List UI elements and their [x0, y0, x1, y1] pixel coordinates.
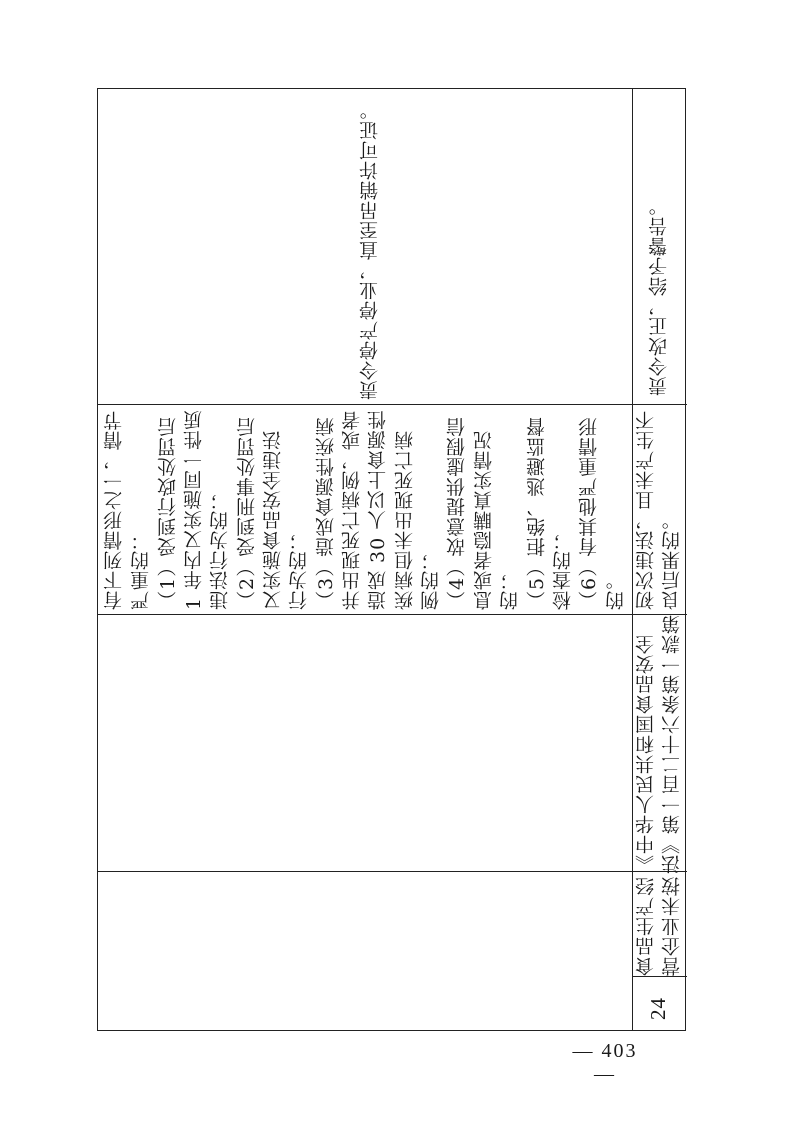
circ-line: 例的； [420, 550, 442, 610]
page-number: — 403 — [572, 1040, 638, 1085]
circ-line: 并出现死亡病例，或者 [341, 410, 363, 610]
column-divider-topic [98, 871, 687, 872]
circ-line: （4）故意提供虚假信 [446, 416, 468, 610]
column-divider-basis [98, 614, 687, 615]
circ-line: 又实施食品安全违法 [262, 430, 284, 610]
circ-line: 行为的； [288, 530, 310, 610]
column-divider-index [632, 976, 687, 977]
circ-line: 检查的； [552, 530, 574, 610]
row-penalty: 责令改正，给予警告。 [648, 196, 670, 396]
circ-line: （6）有其他严重情形 [578, 416, 600, 610]
circ-line: 息或者隐瞒真实情况 [473, 430, 495, 610]
row-basis-line: 法》第一百二十六条第一款第 [661, 614, 683, 874]
circ-line: （1）受到行政处罚后 [157, 416, 179, 610]
circ-line: 的； [499, 570, 521, 610]
circ-line: 造成 30 人以上食源性 [367, 409, 389, 610]
row-topic-line: 营企业未按 [661, 876, 683, 976]
circ-line: （3）造成食源性疾病 [315, 416, 337, 610]
row-basis-line: 《中华人民共和国食品安全 [635, 634, 657, 874]
row-index: 24 [646, 997, 670, 1020]
column-divider-circumstances [98, 404, 687, 405]
row-circumstances-line: 初次违法，且未产生不 [635, 410, 657, 610]
circ-line: 疾病但未出现死亡病 [394, 430, 416, 610]
circ-line: （5）拒绝、逃避监督 [526, 416, 548, 610]
circ-line: 严重的： [130, 530, 152, 610]
upper-penalty: 责令停产停业，直至吊销许可证。 [359, 100, 381, 400]
circ-line: 1 年内又实施同一性质 [183, 409, 205, 610]
circ-line: 违法行为的； [209, 490, 231, 610]
row-circumstances-line: 良后果的。 [661, 510, 683, 610]
row-topic-line: 食品生产经 [635, 876, 657, 976]
circ-line: （2）受到刑事处罚后 [236, 416, 258, 610]
circ-line: 有下列情形之一，情节 [103, 410, 125, 610]
circ-line: 的。 [605, 570, 627, 610]
